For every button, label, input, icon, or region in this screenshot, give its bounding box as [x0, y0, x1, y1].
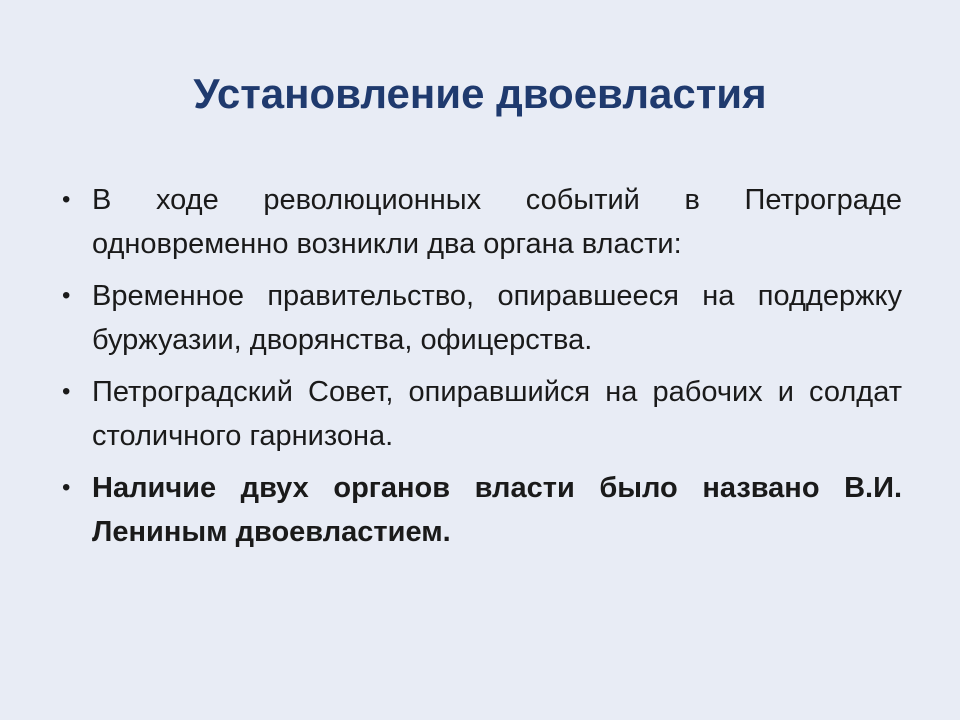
- slide-title: Установление двоевластия: [193, 70, 767, 117]
- bullet-text: Временное правительство, опиравшееся на поддержку буржуазии, дворянства, офицерства.: [92, 280, 902, 356]
- bullet-text: В ходе революционных событий в Петрограде одновременно возникли два органа власти:: [92, 184, 902, 260]
- bullet-marker-icon: •: [62, 378, 71, 405]
- bullet-list: [62, 178, 902, 562]
- bullet-item: [62, 370, 902, 458]
- bullet-item: [62, 178, 902, 266]
- bullet-item: [62, 466, 902, 554]
- bullet-text-emphasis: Наличие двух органов власти было названо В.И. Лениным двоевластием.: [92, 472, 902, 548]
- bullet-marker-icon: •: [62, 474, 71, 501]
- bullet-marker-icon: •: [62, 186, 71, 213]
- bullet-text: Петроградский Совет, опиравшийся на рабочих и солдат столичного гарнизона.: [92, 376, 902, 452]
- bullet-marker-icon: •: [62, 282, 71, 309]
- bullet-item: [62, 274, 902, 362]
